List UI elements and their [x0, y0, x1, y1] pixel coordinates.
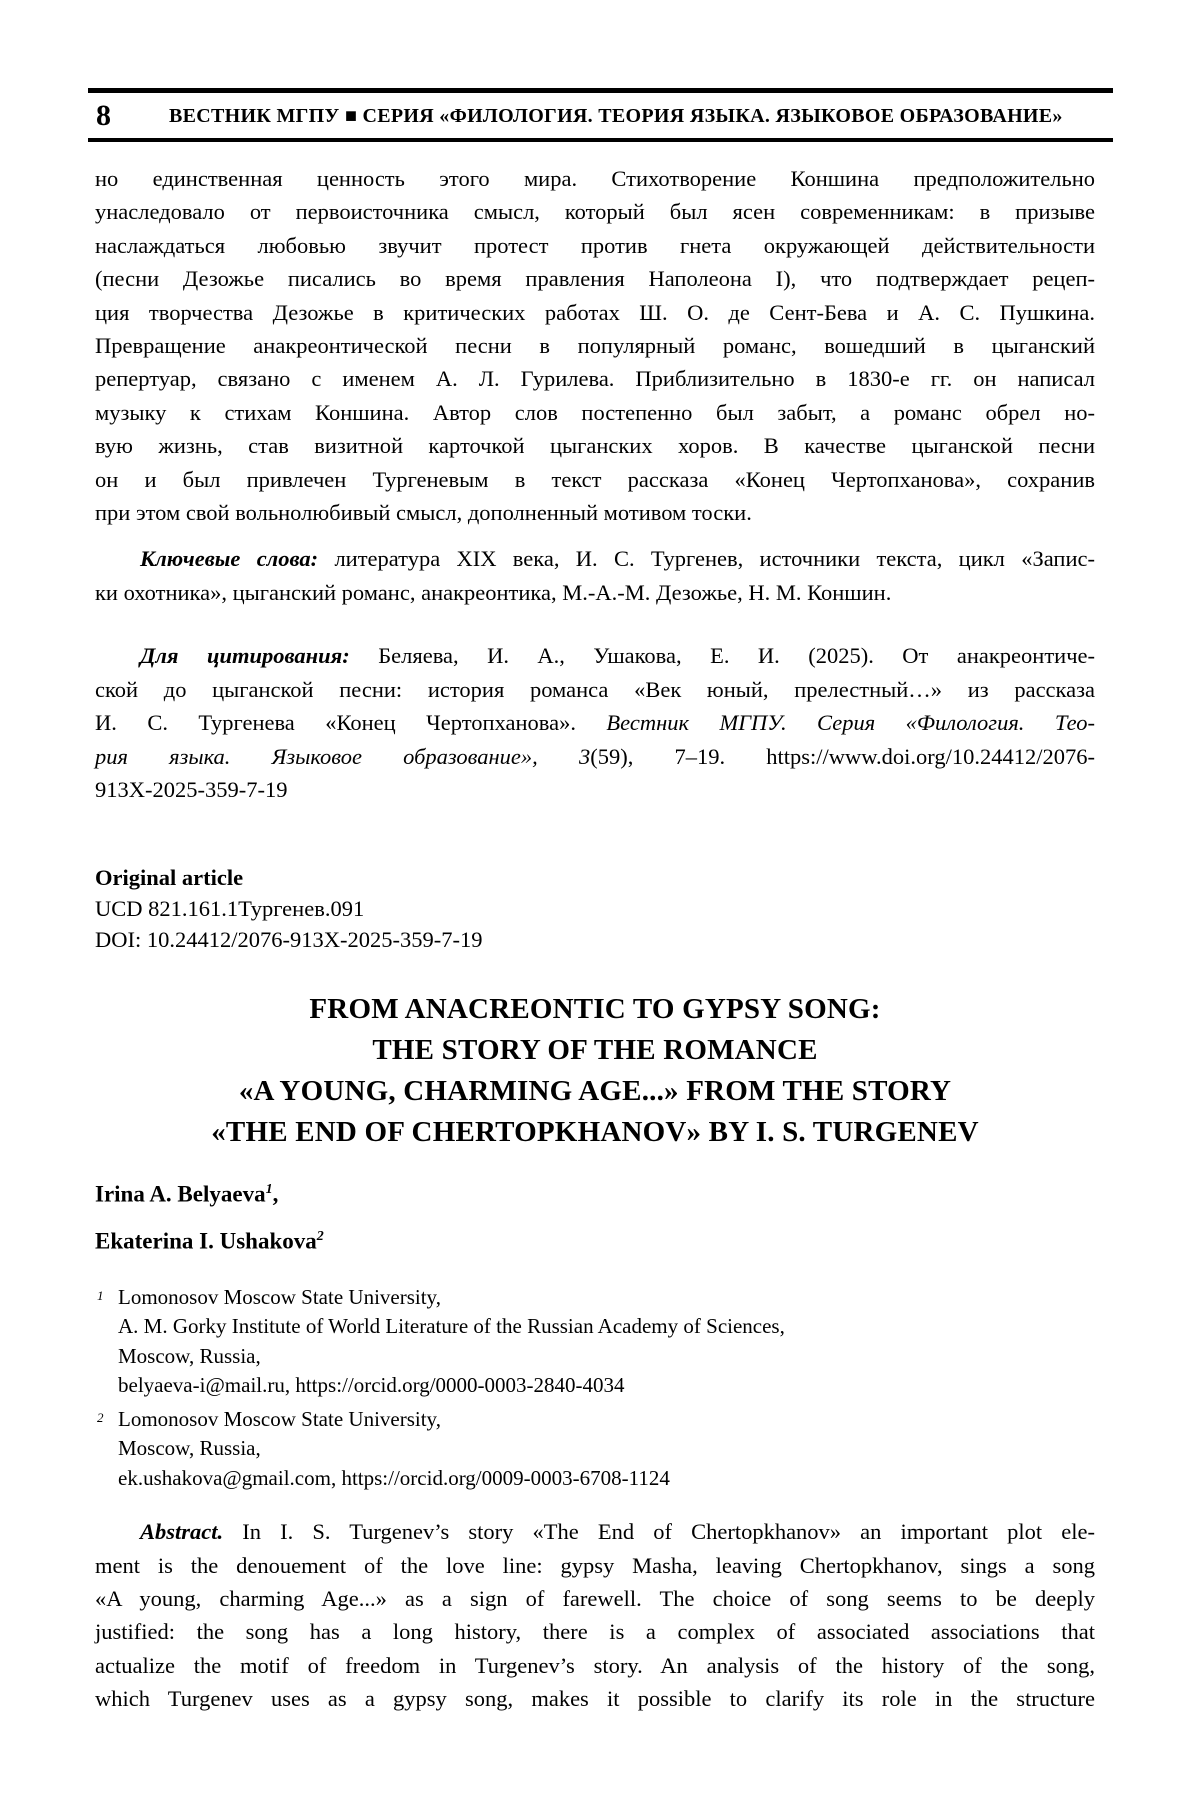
- affiliation-line: Moscow, Russia,: [118, 1343, 261, 1368]
- author: Ekaterina I. Ushakova$^2$: [95, 1228, 324, 1254]
- affiliation-marker: 2: [97, 1409, 104, 1425]
- text-line: рия языка. Языковое образование», 3(59), 7–19. https://www.doi.org/10.24412/2076-: [95, 743, 1095, 769]
- article-title-en: [95, 989, 1095, 1153]
- text-line: репертуар, связано с именем А. Л. Гурилева. Приблизительно в 1830-е гг. он написал: [95, 366, 1095, 392]
- text-line: музыку к стихам Коншина. Автор слов постепенно был забыт, а романс обрел но-: [95, 399, 1095, 425]
- text-line: И. С. Тургенева «Конец Чертопханова». Вестник МГПУ. Серия «Филология. Тео-: [95, 710, 1095, 736]
- text-line: унаследовало от первоисточника смысл, который был ясен современникам: в призыве: [95, 199, 1095, 225]
- author-affiliation-superscript: 2: [316, 1228, 324, 1244]
- affiliation-line: Lomonosov Moscow State University,: [118, 1284, 441, 1309]
- text-line: но единственная ценность этого мира. Стихотворение Коншина предположительно: [95, 166, 1095, 191]
- text-line: FROM ANACREONTIC TO GYPSY SONG:: [309, 993, 881, 1026]
- text-line: «THE END OF CHERTOPKHANOV» BY I. S. TURGENEV: [211, 1116, 979, 1149]
- affiliation-block: [95, 1405, 1095, 1494]
- text-line: Превращение анакреонтической песни в популярный романс, вошедший в цыганский: [95, 333, 1095, 359]
- citation-paragraph: [95, 639, 1095, 806]
- affiliations-list: [95, 1283, 1095, 1494]
- author: Irina A. Belyaeva$^1$,: [95, 1181, 279, 1207]
- body-paragraph: [95, 162, 1095, 529]
- text-line: «A YOUNG, CHARMING AGE...» FROM THE STORY: [238, 1075, 952, 1108]
- text-line: ment is the denouement of the love line: gypsy Masha, leaving Chertopkhanov, sings a song: [95, 1552, 1095, 1578]
- text-line: Abstract. In I. S. Turgenev’s story «The End of Chertopkhanov» an important plot ele-: [140, 1519, 1095, 1545]
- affiliation-block: [95, 1283, 1095, 1401]
- affiliation-line: belyaeva-i@mail.ru, https://orcid.org/0000-0003-2840-4034: [118, 1373, 625, 1398]
- text-line: «A young, charming Age...» as a sign of farewell. The choice of song seems to be deeply: [95, 1585, 1095, 1611]
- text-line: actualize the motif of freedom in Turgenev’s story. An analysis of the history of the song,: [95, 1652, 1095, 1678]
- text-line: ция творчества Дезожье в критических работах Ш. О. де Сент-Бева и А. С. Пушкина.: [95, 299, 1095, 325]
- journal-title: ВЕСТНИК МГПУ ■ СЕРИЯ «ФИЛОЛОГИЯ. ТЕОРИЯ ЯЗЫКА. ЯЗЫКОВОЕ ОБРАЗОВАНИЕ»: [169, 104, 1063, 127]
- text-line: он и был привлечен Тургеневым в текст рассказа «Конец Чертопханова», сохранив: [95, 466, 1095, 492]
- text-line: наслаждаться любовью звучит протест против гнета окружающей действительности: [95, 232, 1095, 258]
- article-type-label: Original article: [95, 865, 244, 891]
- text-line: Для цитирования: Беляева, И. А., Ушакова, Е. И. (2025). От анакреонтиче-: [140, 643, 1095, 669]
- text-line: which Turgenev uses as a gypsy song, makes it possible to clarify its role in the structure: [95, 1686, 1095, 1712]
- abstract-paragraph: [95, 1515, 1095, 1715]
- affiliation-line: ek.ushakova@gmail.com, https://orcid.org/0009-0003-6708-1124: [118, 1465, 670, 1490]
- text-line: при этом свой вольнолюбивый смысл, дополненный мотивом тоски.: [95, 500, 752, 526]
- text-line: ки охотника», цыганский романс, анакреонтика, М.-А.-М. Дезожье, Н. М. Коншин.: [95, 579, 892, 605]
- ucd-line: UCD 821.161.1Тургенев.091: [95, 896, 365, 922]
- text-line: justified: the song has a long history, there is a complex of associated associations that: [95, 1619, 1095, 1645]
- article-meta: [95, 862, 1095, 955]
- keywords-paragraph: [95, 542, 1095, 609]
- doi-line: DOI: 10.24412/2076-913X-2025-359-7-19: [95, 927, 483, 953]
- affiliation-line: Lomonosov Moscow State University,: [118, 1406, 441, 1431]
- authors-list: [95, 1169, 1095, 1262]
- affiliation-marker: 1: [97, 1287, 104, 1303]
- page-content: [95, 142, 1095, 1716]
- text-line: (песни Дезожье писались во время правления Наполеона I), что подтверждает рецеп-: [95, 266, 1095, 292]
- text-line: ской до цыганской песни: история романса «Век юный, прелестный…» из рассказа: [95, 676, 1095, 702]
- text-line: вую жизнь, став визитной карточкой цыганских хоров. В качестве цыганской песни: [95, 433, 1095, 459]
- text-line: 913X-2025-359-7-19: [95, 776, 288, 802]
- text-line: Ключевые слова: литература XIX века, И. С. Тургенев, источники текста, цикл «Запис-: [140, 546, 1095, 572]
- running-header: [96, 93, 1100, 138]
- affiliation-line: Moscow, Russia,: [118, 1436, 261, 1461]
- author-affiliation-superscript: 1: [265, 1182, 273, 1198]
- affiliation-line: A. M. Gorky Institute of World Literature of the Russian Academy of Sciences,: [118, 1314, 785, 1339]
- text-line: THE STORY OF THE ROMANCE: [372, 1034, 818, 1067]
- page-number: 8: [96, 98, 111, 132]
